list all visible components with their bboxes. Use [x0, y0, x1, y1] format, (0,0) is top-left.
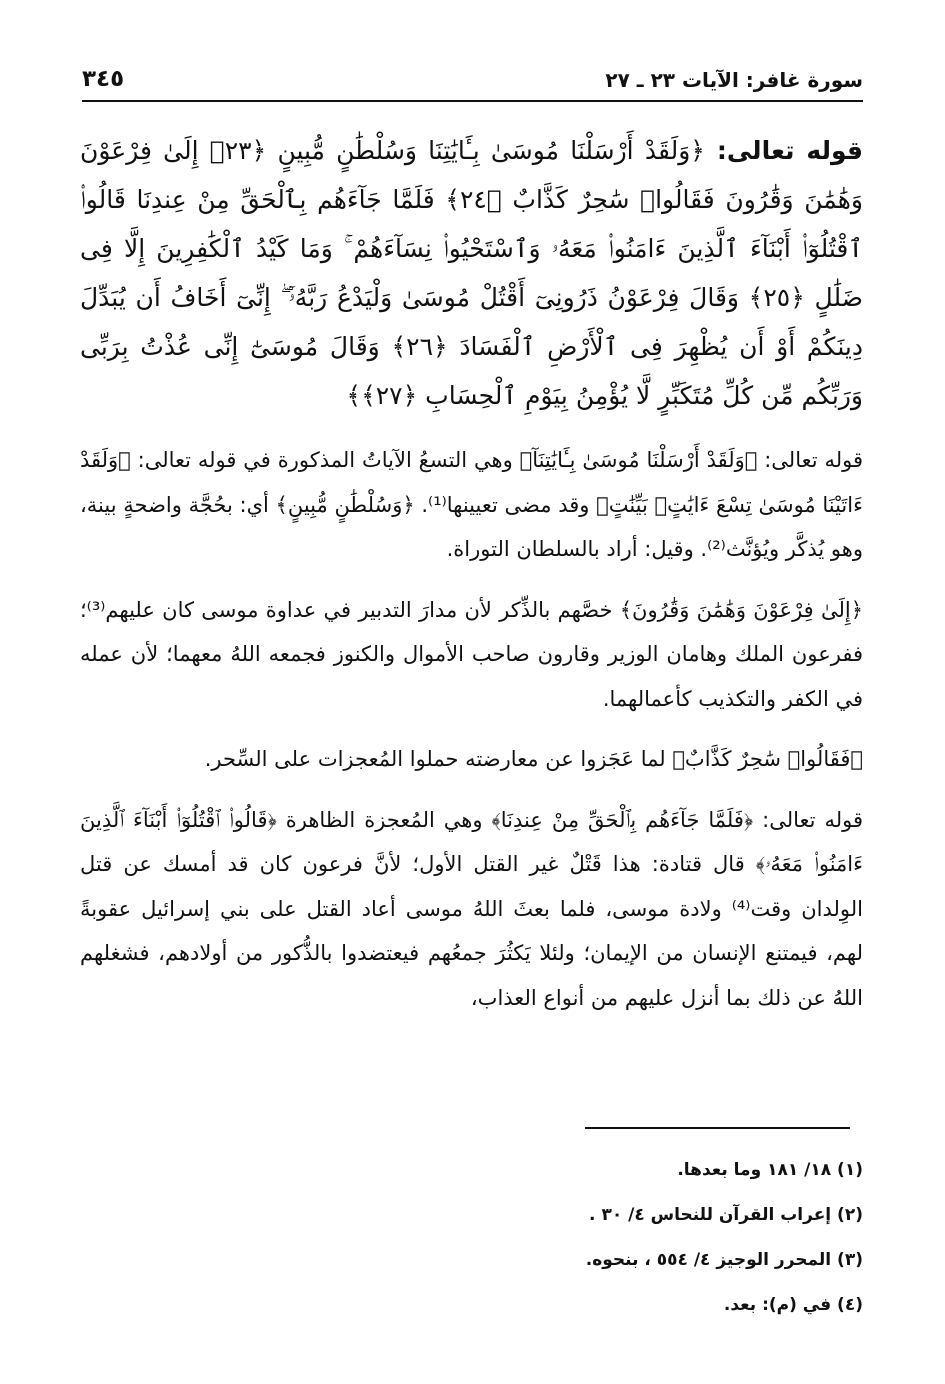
footnotes: [82, 1148, 863, 1328]
main-text: [80, 126, 863, 1036]
page-header: [82, 64, 863, 102]
commentary-paragraph: قوله تعالى: ﴿فَلَمَّا جَآءَهُم بِٱلْحَقِّ مِنْ عِندِنَا﴾ وهي المُعجزة الظاهرة ﴿قَالُوا۟ ٱقْتُلُوٓا۟ أَبْنَآءَ ٱلَّذِينَ ءَامَنُوا۟ مَعَهُۥ﴾ قال قتادة: هذا قَتْلٌ غير القتل الأول؛ لأنَّ فرعون كان قد أمسك عن قتل الوِلدان وقت⁽⁴⁾ ولادة موسى، فلما بعثَ اللهُ موسى أعاد القتل على بني إسرائيل عقوبةً لهم، فيمتنع الإنسان من الإيمان؛ ولئلا يَكثُرَ جمعُهم فيعتضدوا بالذُّكور من أولادهم، فشغلهم اللهُ عن ذلك بما أنزل عليهم من أنواع العذاب،: [80, 807, 863, 1010]
footnote: (٤) في (م): بعد.: [723, 1295, 863, 1315]
running-head: سورة غافر: الآيات ٢٣ ـ ٢٧: [605, 68, 863, 92]
commentary-paragraph: ﴿فَقَالُوا۟ سَٰحِرٌ كَذَّابٌ﴾ لما عَجَزوا عن معارضته حملوا المُعجزات على السِّحر.: [204, 747, 863, 771]
footnote-separator: [585, 1127, 850, 1129]
verse-intro: قوله تعالى:: [704, 136, 863, 165]
quran-verses-block: [80, 126, 863, 420]
footnote: (٣) المحرر الوجيز ٤/ ٥٥٤ ، بنحوه.: [585, 1250, 863, 1270]
footnote: (١) ١٨/ ١٨١ وما بعدها.: [677, 1160, 863, 1180]
commentary-paragraph: قوله تعالى: ﴿وَلَقَدْ أَرْسَلْنَا مُوسَىٰ بِـَٔايَٰتِنَآ﴾ وهي التسعُ الآياتُ المذكورة في قوله تعالى: ﴿وَلَقَدْ ءَاتَيْنَا مُوسَىٰ تِسْعَ ءَايَٰتٍۭ بَيِّنَٰتٍ﴾ وقد مضى تعيينها⁽¹⁾. ﴿وَسُلْطَٰنٍ مُّبِينٍ﴾ أي: بحُجَّة واضحةٍ بينة، وهو يُذكَّر ويُؤنَّث⁽²⁾. وقيل: أراد بالسلطان التوراة.: [80, 448, 863, 561]
commentary-paragraph: ﴿إِلَىٰ فِرْعَوْنَ وَهَٰمَٰنَ وَقَٰرُونَ﴾ خصَّهم بالذِّكر لأن مدارَ التدبير في عداوة موسى كان عليهم⁽³⁾؛ ففرعون الملك وهامان الوزير وقارون صاحب الأموال والكنوز فجمعه اللهُ معهما؛ لأن عمله في الكفر والتكذيب كأعمالهما.: [80, 597, 863, 711]
page-number: ٣٤٥: [82, 66, 125, 92]
footnote: (٢) إعراب القرآن للنحاس ٤/ ٣٠ .: [589, 1205, 863, 1225]
quran-verses: ﴿وَلَقَدْ أَرْسَلْنَا مُوسَىٰ بِـَٔايَٰتِنَا وَسُلْطَٰنٍ مُّبِينٍ ﴿٢٣﴾ إِلَىٰ فِرْعَوْنَ وَهَٰمَٰنَ وَقَٰرُونَ فَقَالُوا۟ سَٰحِرٌ كَذَّابٌ ﴿٢٤﴾ فَلَمَّا جَآءَهُم بِٱلْحَقِّ مِنْ عِندِنَا قَالُوا۟ ٱقْتُلُوٓا۟ أَبْنَآءَ ٱلَّذِينَ ءَامَنُوا۟ مَعَهُۥ وَٱسْتَحْيُوا۟ نِسَآءَهُمْ ۚ وَمَا كَيْدُ ٱلْكَٰفِرِينَ إِلَّا فِى ضَلَٰلٍ ﴿٢٥﴾ وَقَالَ فِرْعَوْنُ ذَرُونِىٓ أَقْتُلْ مُوسَىٰ وَلْيَدْعُ رَبَّهُۥٓ ۖ إِنِّىٓ أَخَافُ أَن يُبَدِّلَ دِينَكُمْ أَوْ أَن يُظْهِرَ فِى ٱلْأَرْضِ ٱلْفَسَادَ ﴿٢٦﴾ وَقَالَ مُوسَىٰٓ إِنِّى عُذْتُ بِرَبِّى وَرَبِّكُم مِّن كُلِّ مُتَكَبِّرٍ لَّا يُؤْمِنُ بِيَوْمِ ٱلْحِسَابِ ﴿٢٧﴾﴾: [80, 136, 863, 410]
